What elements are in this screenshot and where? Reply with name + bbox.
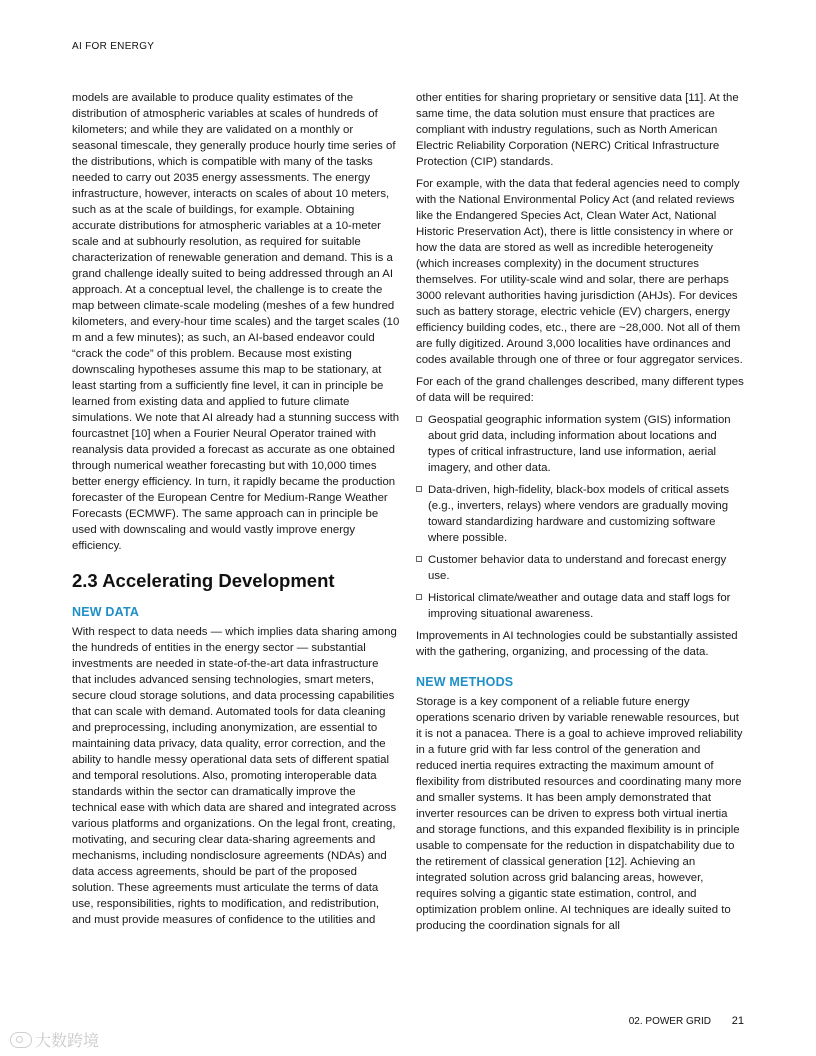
section-number: 2.3 <box>72 570 98 591</box>
list-item-text: Data-driven, high-fidelity, black-box models of critical assets (e.g., inverters, relays) where vendors are gradually moving toward standardizing hardware and customizing software where possible. <box>428 484 730 544</box>
list-item <box>416 412 744 476</box>
list-item-text: Customer behavior data to understand and forecast energy use. <box>428 554 727 582</box>
square-bullet-icon <box>416 486 422 492</box>
watermark-logo-icon <box>10 1032 32 1048</box>
subheading-new-data: NEW DATA <box>72 605 140 619</box>
body-paragraph: With respect to data needs — which implies data sharing among the hundreds of entities in the energy sector — substantial investments are needed in state-of-the-art data infrastructure that includes advanced sensing technologies, smart meters, secure cloud storage solutions, and data processing capabilities that can scale with demand. Automated tools for data cleaning and preprocessing, including anonymization, are essential to maintaining data privacy, data quality, error correction, and the ability to handle messy operational data sets of different spatial and temporal resolutions. Also, promoting interoperable data standards within the sector can dramatically improve the technical ease with which data are shared and integrated across various platforms and organizations. On the legal front, creating, motivating, and securing clear data-sharing agreements and mechanisms, including nondisclosure agreements (NDAs) and data access agreements, should be part of the proposed solution. These agreements must articulate the terms of data use, responsibilities, rights to modification, and redistribution, and must provide measures of confidence to the utilities and <box>72 626 397 926</box>
page-footer <box>629 1015 744 1027</box>
list-item <box>416 590 744 622</box>
watermark <box>10 1028 99 1051</box>
right-column <box>416 90 744 940</box>
list-item <box>416 552 744 584</box>
body-paragraph: other entities for sharing proprietary or sensitive data [11]. At the same time, the data solution must ensure that practices are compliant with industry regulations, such as North American Electric Reliability Corporation (NERC) Critical Infrastructure Protection (CIP) standards. <box>416 92 739 168</box>
section-title: Accelerating Development <box>102 570 335 591</box>
square-bullet-icon <box>416 594 422 600</box>
watermark-text: 大数跨境 <box>35 1033 100 1050</box>
square-bullet-icon <box>416 416 422 422</box>
list-item-text: Geospatial geographic information system (GIS) information about grid data, including information about locations and types of critical infrastructure, land use information, aerial imagery, and other data. <box>428 414 731 474</box>
left-column <box>72 90 400 934</box>
data-types-list <box>416 412 744 622</box>
body-paragraph: For each of the grand challenges described, many different types of data will be required: <box>416 376 744 404</box>
body-paragraph: Storage is a key component of a reliable future energy operations scenario driven by variable renewable resources, but it is not a panacea. There is a goal to achieve improved reliability in a future grid with far less control of the generation and reduced inertia requires extracting the maximum amount of flexibility from distributed resources and coordinating many more and smaller systems. It has been amply demonstrated that inverter resources can be driven to express both virtual inertia and storage functions, and this expanded flexibility is in principle usable to compensate for the reduction in dispatchability due to the retirement of classical generation [12]. Achieving an integrated solution across grid balancing areas, however, requires solving a gigantic state estimation, control, and optimization problem online. AI techniques are ideally suited to producing the coordination signals for all <box>416 696 743 932</box>
running-header: AI FOR ENERGY <box>72 41 155 52</box>
body-paragraph: Improvements in AI technologies could be substantially assisted with the gathering, organizing, and processing of the data. <box>416 630 738 658</box>
chapter-label: 02. POWER GRID <box>628 1016 711 1027</box>
list-item-text: Historical climate/weather and outage data and staff logs for improving situational awareness. <box>428 592 731 620</box>
body-paragraph: models are available to produce quality estimates of the distribution of atmospheric variables at scales of hundreds of kilometers; and while they are validated on a monthly or seasonal timescale, they generally produce hourly time series of the distributions, which is compatible with many of the tasks needed to carry out 2035 energy assessments. The energy infrastructure, however, interacts on scales of about 10 meters, such as at the scale of buildings, for example. Obtaining accurate distributions for atmospheric variables at a 10-meter scale and at subhourly resolution, as required for suitable characterization of renewable generation and demand. This is a grand challenge ideally suited to being addressed through an AI approach. At a conceptual level, the challenge is to create the map between climate-scale modeling (meshes of a few hundred kilometers, and every-hour time scales) and the target scales (10 m and a few minutes); as such, an AI-based endeavor could “crack the code” of this problem. Because most existing downscaling hypotheses assume this map to be stationary, at least starting from a sufficiently fine level, it can in principle be learned from existing data and applied to future climate simulations. We note that AI already had a stunning success with fourcastnet [10] when a Fourier Neural Operator trained with reanalysis data provided a forecast as accurate as one obtained through numerical weather forecasting but with 10,000 times better energy efficiency. In turn, it rapidly became the production forecaster of the European Centre for Medium-Range Weather Forecasts (ECMWF). The same approach can in principle be used with downscaling and would vastly improve energy efficiency. <box>72 92 400 552</box>
square-bullet-icon <box>416 556 422 562</box>
body-paragraph: For example, with the data that federal agencies need to comply with the National Environmental Policy Act (and related reviews like the Endangered Species Act, Clean Water Act, National Historic Preservation Act), there is little consistency in where or how the data are stored as well as incredible heterogeneity (which increases complexity) in the document structures themselves. For utility-scale wind and solar, there are perhaps 3000 relevant authorities having jurisdiction (AHJs). For devices such as battery storage, electric vehicle (EV) chargers, energy efficiency building codes, etc., there are ~28,000. Not all of them are fully digitized. Around 3,000 localities have ordinances and codes available through one of three or four aggregator services. <box>416 178 743 366</box>
list-item <box>416 482 744 546</box>
subheading-new-methods: NEW METHODS <box>416 675 514 689</box>
section-heading <box>72 570 400 592</box>
page-number: 21 <box>731 1015 744 1027</box>
